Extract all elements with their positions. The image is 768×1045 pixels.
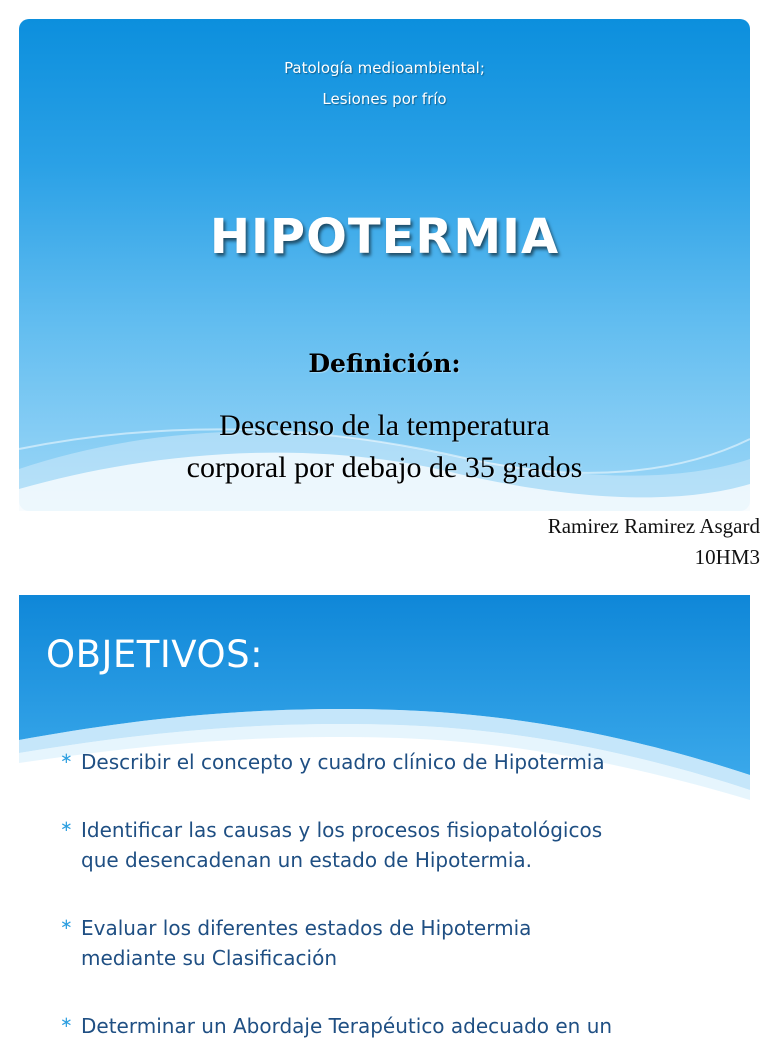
bullet-asterisk-icon: ∗ xyxy=(60,1013,73,1031)
subtitle-line-2: Lesiones por frío xyxy=(322,90,447,108)
objectives-slide xyxy=(19,595,750,1045)
bullet-asterisk-icon: ∗ xyxy=(60,915,73,933)
objectives-title: OBJETIVOS: xyxy=(46,633,264,676)
bullet-asterisk-icon: ∗ xyxy=(60,749,73,767)
subtitle-line-1: Patología medioambiental; xyxy=(284,59,485,77)
bullet-asterisk-icon: ∗ xyxy=(60,817,73,835)
list-item-line-1: Identificar las causas y los procesos fisiopatológicos xyxy=(81,818,603,842)
definition-line-1: Descenso de la temperatura xyxy=(219,409,550,442)
slide-title: HIPOTERMIA xyxy=(209,209,560,265)
list-item-line-1: Describir el concepto y cuadro clínico de Hipotermia xyxy=(81,750,605,774)
definition-label: Definición: xyxy=(308,349,461,378)
list-item xyxy=(60,913,701,973)
list-item xyxy=(60,747,701,777)
list-item-line-1: Determinar un Abordaje Terapéutico adecuado en un xyxy=(81,1014,613,1038)
list-item xyxy=(60,1011,701,1041)
title-slide xyxy=(19,19,750,511)
list-item-line-1: Evaluar los diferentes estados de Hipotermia xyxy=(81,916,532,940)
author-name: Ramirez Ramirez Asgard xyxy=(547,514,760,538)
list-item-line-2: que desencadenan un estado de Hipotermia. xyxy=(81,848,533,872)
list-item-line-2: mediante su Clasificación xyxy=(81,946,337,970)
author-group: 10HM3 xyxy=(694,545,760,569)
definition-line-2: corporal por debajo de 35 grados xyxy=(186,451,583,484)
list-item xyxy=(60,815,701,875)
